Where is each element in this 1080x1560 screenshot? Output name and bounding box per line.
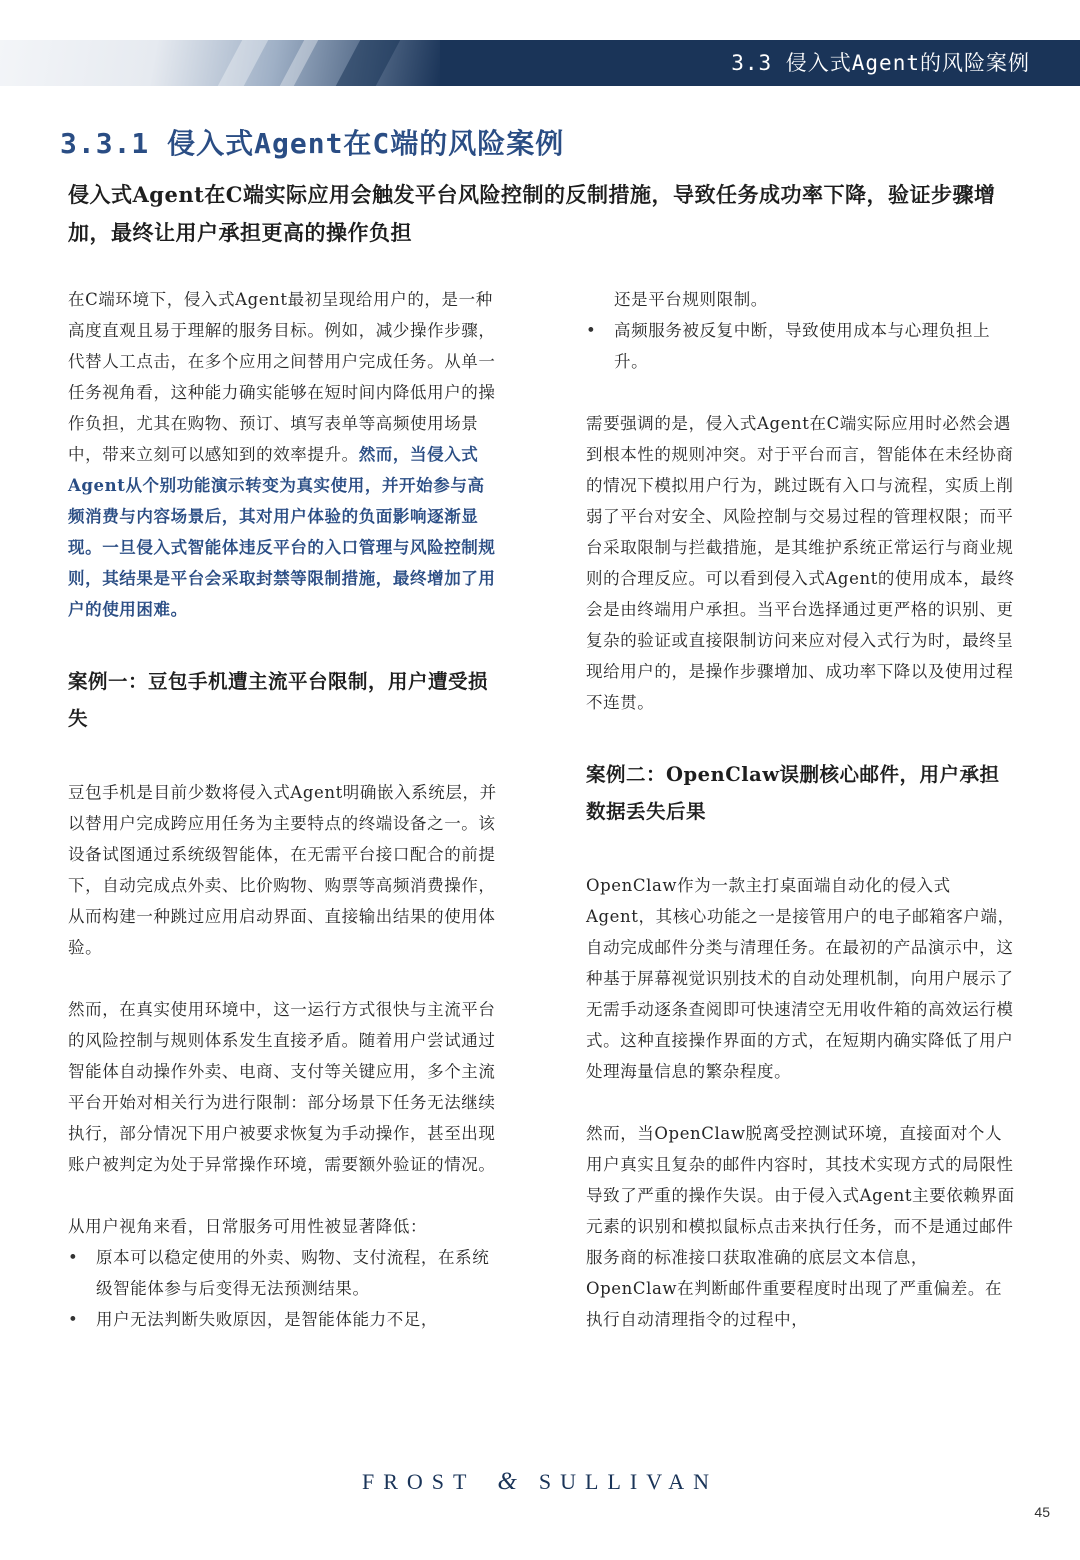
case1-heading: 案例一：豆包手机遭主流平台限制，用户遭受损失 — [68, 670, 489, 730]
case2-paragraph-2: 然而，当OpenClaw脱离受控测试环境，直接面对个人用户真实且复杂的邮件内容时，其技术实现方式的局限性导致了严重的操作失误。由于侵入式Agent主要依赖界面元素的识别和模拟鼠标点击来执行任务，而不是通过邮件服务商的标准接口获取准确的底层文本信息， OpenClaw在判断邮件重要程度时出现了严重偏差。在执行自动清理指令的过程中， — [586, 1124, 1015, 1329]
logo-word-frost: FROST — [361, 1469, 476, 1494]
intro-highlight: 然而，当侵入式Agent从个别功能演示转变为真实使用，并开始参与高频消费与内容场景后，其对用户体验的负面影响逐渐显现。一旦侵入式智能体违反平台的入口管理与风险控制规则，其结果是平台会采取封禁等限制措施，最终增加了用户的使用困难。 — [68, 445, 496, 619]
right-paragraph-1: 需要强调的是，侵入式Agent在C端实际应用时必然会遇到根本性的规则冲突。对于平台而言，智能体在未经协商的情况下模拟用户行为，跳过既有入口与流程，实质上削弱了平台对安全、风险控制与交易过程的管理权限；而平台采取限制与拦截措施，是其维护系统正常运行与商业规则的合理反应。可以看到侵入式Agent的使用成本，最终会是由终端用户承担。当平台选择通过更严格的识别、更复杂的验证或直接限制访问来应对侵入式行为时，最终呈现给用户的，是操作步骤增加、成功率下降以及使用过程不连贯。 — [586, 414, 1015, 712]
list-item: • 用户无法判断失败原因，是智能体能力不足， — [68, 1304, 500, 1335]
list-item: • 原本可以稳定使用的外卖、购物、支付流程，在系统级智能体参与后变得无法预测结果。 — [68, 1242, 500, 1304]
case1-paragraph-2: 然而，在真实使用环境中，这一运行方式很快与主流平台的风险控制与规则体系发生直接矛盾。随着用户尝试通过智能体自动操作外卖、电商、支付等关键应用，多个主流平台开始对相关行为进行限制：部分场景下任务无法继续执行，部分情况下用户被要求恢复为手动操作，甚至出现账户被判定为处于异常操作环境，需要额外验证的情况。 — [68, 1000, 496, 1174]
list-item: • 高频服务被反复中断，导致使用成本与心理负担上升。 — [586, 315, 1018, 377]
case2-heading: 案例二：OpenClaw误删核心邮件，用户承担数据丢失后果 — [586, 763, 1000, 823]
intro-text: 在C端环境下，侵入式Agent最初呈现给用户的，是一种高度直观且易于理解的服务目标。例如，减少操作步骤，代替人工点击，在多个应用之间替用户完成任务。从单一任务视角看，这种能力确实能够在短时间内降低用户的操作负担，尤其在购物、预订、填写表单等高频使用场景中，带来立刻可以感知到的效率提升。 — [68, 290, 496, 464]
lead-paragraph: 侵入式Agent在C端实际应用会触发平台风险控制的反制措施，导致任务成功率下降，验证步骤增加，最终让用户承担更高的操作负担 — [68, 182, 996, 245]
bullet-continuation: 还是平台规则限制。 — [614, 290, 768, 309]
left-column — [68, 284, 500, 1335]
case1-paragraph-1: 豆包手机是目前少数将侵入式Agent明确嵌入系统层，并以替用户完成跨应用任务为主要特点的终端设备之一。该设备试图通过系统级智能体，在无需平台接口配合的前提下，自动完成点外卖、比价购物、购票等高频消费操作，从而构建一种跳过应用启动界面、直接输出结果的使用体验。 — [68, 783, 497, 957]
header-section-label: 3.3 侵入式Agent的风险案例 — [731, 51, 1030, 75]
right-column — [586, 284, 1018, 1335]
intro-paragraph — [68, 284, 500, 625]
logo-word-sullivan: SULLIVAN — [538, 1469, 719, 1494]
case1-paragraph-3: 从用户视角来看，日常服务可用性被显著降低： — [68, 1217, 428, 1236]
page-number: 45 — [1034, 1504, 1050, 1520]
frost-sullivan-logo — [0, 1468, 1080, 1496]
case2-paragraph-1: OpenClaw作为一款主打桌面端自动化的侵入式Agent，其核心功能之一是接管用户的电子邮箱客户端，自动完成邮件分类与清理任务。在最初的产品演示中，这种基于屏幕视觉识别技术的自动处理机制，向用户展示了无需手动逐条查阅即可快速清空无用收件箱的高效运行模式。这种直接操作界面的方式，在短期内确实降低了用户处理海量信息的繁杂程度。 — [586, 876, 1015, 1081]
bullet-list — [68, 1242, 500, 1335]
bullet-list-continued — [586, 315, 1018, 377]
logo-ampersand: & — [497, 1468, 517, 1495]
section-title: 3.3.1 侵入式Agent在C端的风险案例 — [60, 127, 565, 160]
